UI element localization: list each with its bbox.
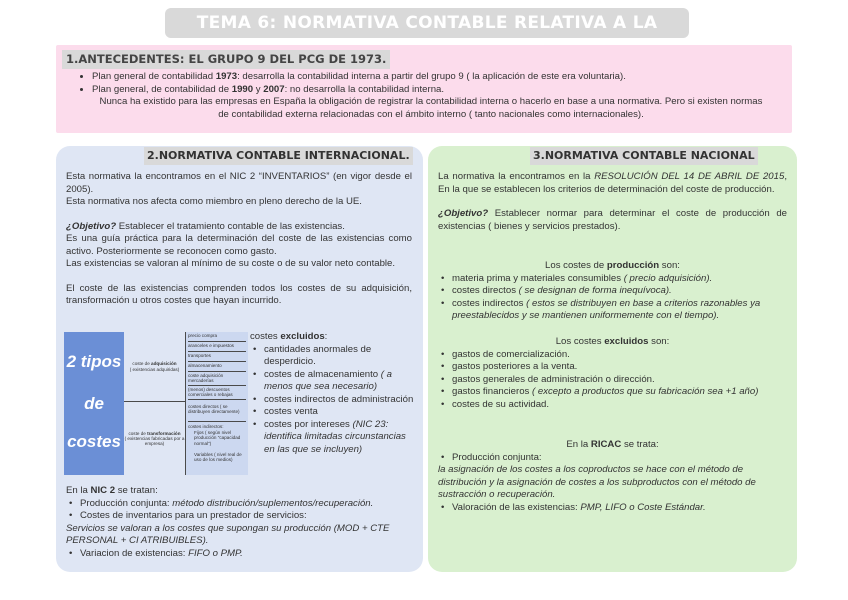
- list-item: • costes indirectos ( estos se distribuyen en base a criterios razonables ya preestablecidos y se mantienen uniformemente con el tiempo).: [438, 298, 787, 323]
- adquisicion-cell: coste de adquisición ( existencias adquiridas): [124, 332, 186, 402]
- list-item: • cantidades anormales de desperdicio.: [250, 344, 416, 369]
- antecedentes-section: [56, 45, 792, 133]
- list-item: • costes de su actividad.: [438, 399, 787, 412]
- list-item: • gastos financieros ( excepto a productos que su fabricación sea +1 año): [438, 386, 787, 399]
- list-item: • Plan general, de contabilidad de 1990 y 2007: no desarrolla la contabilidad interna.: [92, 83, 786, 96]
- list-item: • materia prima y materiales consumibles ( precio adquisición).: [438, 273, 787, 286]
- list-item: • Plan general de contabilidad 1973: desarrolla la contabilidad interna a partir del grupo 9 ( la aplicación de este era voluntaria).: [92, 70, 786, 83]
- cost-types-table: [64, 332, 248, 475]
- cost-types-label: 2 tipos de costes: [64, 332, 124, 475]
- nic2-block: En la NIC 2 se tratan: • Producción conjunta: método distribución/suplementos/recuperación. • Costes de inventarios para un prestador de servicios: Servicios se valoran a los costes que supongan su producción (MOD + CTE PERSONAL + CI ATRIBUIBLES). • Variacion de existencias: FIFO o PMP.: [66, 485, 422, 560]
- transformacion-items: costes directos ( se distribuyen directamente) costes indirectos: Fijos ( según nivel producción "capacidad normal") Variables ( nivel real de uso de los medios): [186, 402, 248, 475]
- list-item: • costes de almacenamiento ( a menos que sea necesario): [250, 369, 416, 394]
- list-item: • Variacion de existencias: FIFO o PMP.: [66, 548, 422, 561]
- list-item: • costes por intereses (NIC 23: identifica limitadas circunstancias en las que se incluyen): [250, 419, 416, 457]
- list-item: • gastos generales de administración o dirección.: [438, 374, 787, 387]
- list-item: • Producción conjunta:: [438, 452, 787, 465]
- list-item: • costes directos ( se designan de forma inequívoca).: [438, 285, 787, 298]
- list-item: • gastos de comercialización.: [438, 349, 787, 362]
- excluidos-nac-block: Los costes excluidos son: • gastos de comercialización. • gastos posteriores a la venta. • gastos generales de administración o dirección. • gastos financieros ( excepto a productos que su fabricación sea +1 año) • costes de su actividad.: [438, 336, 787, 411]
- page-title: TEMA 6: NORMATIVA CONTABLE RELATIVA A LA: [165, 8, 689, 38]
- internacional-intro: Esta normativa la encontramos en el NIC 2 “INVENTARIOS” (en vigor desde el 2005). Esta normativa nos afecta como miembro en pleno derecho de la UE. ¿Objetivo? Establecer el tratamiento contable de las existencias. Es una guía práctica para la determinación del coste de las existencias como activo. Posteriormente se reconocen como gasto. Las existencias se valoran al mínimo de su coste o de su valor neto contable. El coste de las existencias comprenden todos los costes de su adquisición, transformación u otros costes que hayan incurrido.: [66, 171, 412, 306]
- list-item: • Producción conjunta: método distribución/suplementos/recuperación.: [66, 498, 422, 511]
- antecedentes-header: 1.ANTECEDENTES: EL GRUPO 9 DEL PCG DE 1973.: [62, 50, 390, 69]
- nacional-header: 3.NORMATIVA CONTABLE NACIONAL: [530, 147, 758, 165]
- list-item: • costes indirectos de administración: [250, 394, 416, 407]
- ricac-block: En la RICAC se trata: • Producción conjunta: la asignación de los costes a los coproductos se hace con el método de distribución y la asignación de costes a los subproductos con el método de sustracción o recuperación. • Valoración de las existencias: PMP, LIFO o Coste Estándar.: [438, 439, 787, 514]
- antecedentes-note: Nunca ha existido para las empresas en España la obligación de registrar la contabilidad interna o hacerlo en base a una normativa. Pero si existen normas de contabilidad externa relacionadas con el ámbito interno ( tanto nacionales como internacionales).: [99, 96, 763, 120]
- list-item: • gastos posteriores a la venta.: [438, 361, 787, 374]
- list-item: • Costes de inventarios para un prestador de servicios:: [66, 510, 422, 523]
- transformacion-cell: coste de transformación ( existencias fabricadas por a empresa): [124, 402, 186, 475]
- antecedentes-list: [86, 70, 786, 96]
- list-item: • Valoración de las existencias: PMP, LIFO o Coste Estándar.: [438, 502, 787, 515]
- internacional-header: 2.NORMATIVA CONTABLE INTERNACIONAL.: [144, 147, 413, 165]
- internacional-panel: [56, 146, 423, 572]
- excluidos-block: costes excluidos: • cantidades anormales de desperdicio. • costes de almacenamiento ( a menos que sea necesario) • costes indirectos de administración • costes venta • costes por intereses (NIC 23: identifica limitadas circunstancias en las que se incluyen): [250, 331, 416, 456]
- nacional-intro: La normativa la encontramos en la RESOLUCIÓN DEL 14 DE ABRIL DE 2015, En la que se establecen los criterios de determinación del coste de producción. ¿Objetivo? Establecer normar para determinar el coste de producción de existencias ( bienes y servicios prestados).: [438, 171, 787, 232]
- adquisicion-items: precio compra aranceles e impuestos transportes almacenamiento coste adquisición mercaderías (menos) descuentos comerciales o rebajas: [186, 332, 248, 402]
- nacional-panel: [428, 146, 797, 572]
- list-item: • costes venta: [250, 406, 416, 419]
- produccion-block: Los costes de producción son: • materia prima y materiales consumibles ( precio adquisición). • costes directos ( se designan de forma inequívoca). • costes indirectos ( estos se distribuyen en base a criterios razonables ya preestablecidos y se mantienen uniformemente con el tiempo).: [438, 260, 787, 323]
